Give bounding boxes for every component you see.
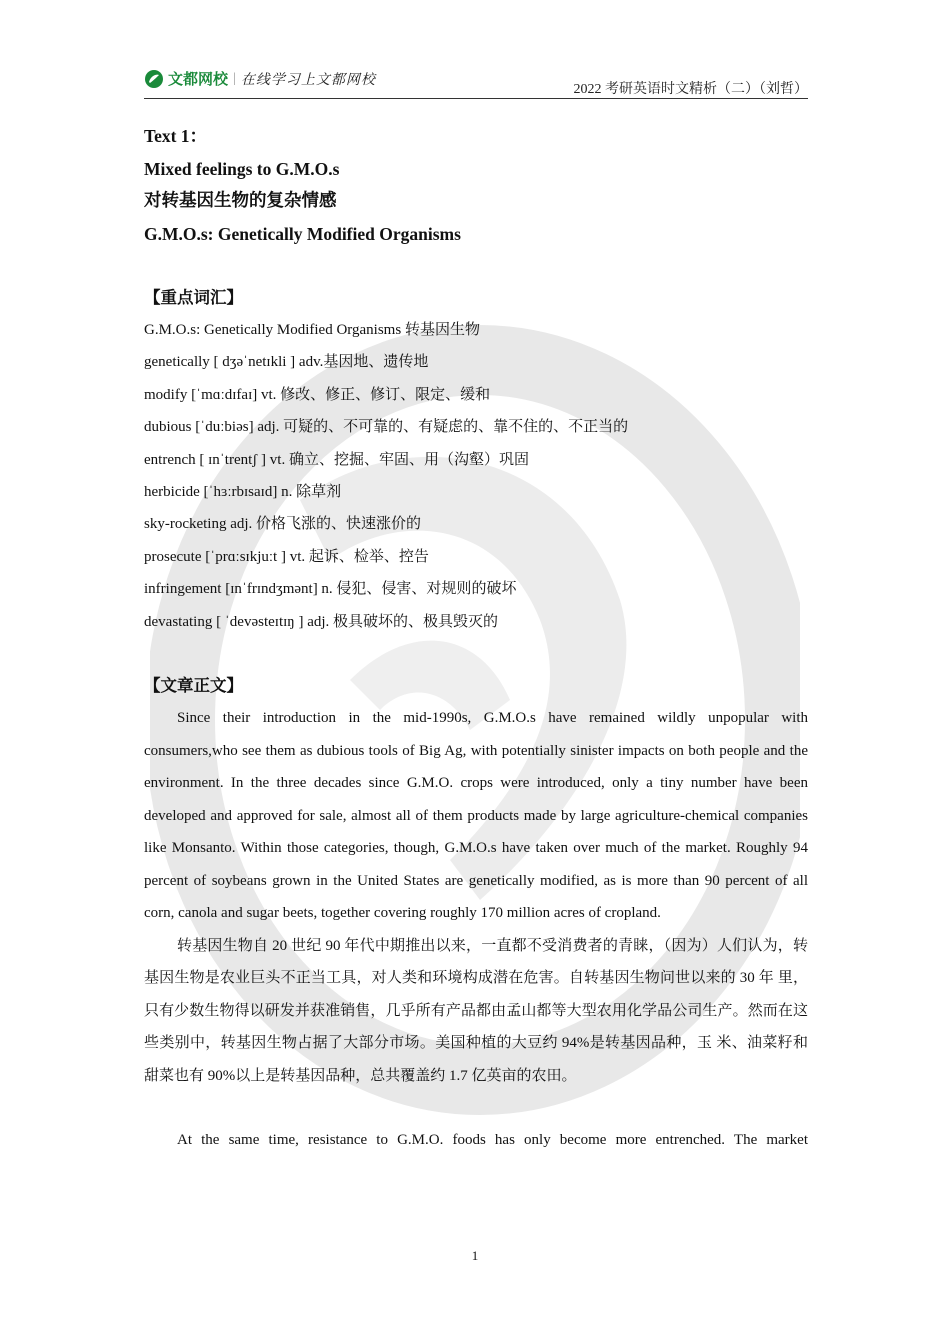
- vocab-item: modify [ˈmɑːdɪfaɪ] vt. 修改、修正、修订、限定、缓和: [144, 386, 491, 403]
- vocab-item: devastating [ ˈdevəsteɪtɪŋ ] adj. 极具破坏的、极具毁灭的: [144, 613, 499, 630]
- page-number: 1: [471, 1248, 479, 1263]
- text-label: Text 1：: [144, 126, 208, 146]
- article-paragraph-en: At the same time, resistance to G.M.O. foods has only become more entrenched. The market: [177, 1132, 808, 1149]
- vocab-item: entrench [ ɪnˈtrentʃ ] vt. 确立、挖掘、牢固、用（沟壑）巩固: [144, 451, 529, 468]
- brand-logo[interactable]: [144, 68, 376, 89]
- logo-slogan: 在线学习上文都网校: [240, 71, 376, 88]
- page-header: [144, 66, 808, 99]
- vocab-item: dubious [ˈduːbiəs] adj. 可疑的、不可靠的、有疑虑的、靠不住的、不正当的: [144, 419, 629, 436]
- vocab-item: genetically [ dʒəˈnetɪkli ] adv.基因地、遗传地: [144, 354, 429, 371]
- vocab-item: prosecute [ˈprɑːsɪkjuːt ] vt. 起诉、检举、控告: [144, 548, 429, 565]
- chinese-title: 对转基因生物的复杂情感: [144, 191, 337, 211]
- document-title: 2022 考研英语时文精析（二）（刘哲）: [573, 82, 808, 97]
- vocab-item: infringement [ɪnˈfrɪndʒmənt] n. 侵犯、侵害、对规则的破坏: [144, 581, 517, 598]
- abbreviation-line: G.M.O.s: Genetically Modified Organisms: [144, 223, 461, 244]
- document-body: [144, 120, 808, 1157]
- vocab-heading: 【重点词汇】: [144, 288, 243, 307]
- article-paragraph-cn: 转基因生物自 20 世纪 90 年代中期推出以来，一直都不受消费者的青睐，（因为）人们认为，转基因生物是农业巨头不正当工具，对人类和环境构成潜在危害。自转基因生物问世以来的 30 年 里，只有少数生物得以研发并获准销售，几乎所有产品都由孟山都等大型农用化学品公司生产。然而在这些类别中，转基因生物占据了大部分市场。美国种植的大豆约 94%是转基因品种，玉 米、油菜籽和甜菜也有 90%以上是转基因品种，总共覆盖约 1.7 亿英亩的农田。: [144, 937, 808, 1084]
- leaf-logo-icon: [144, 69, 164, 89]
- vocab-item: G.M.O.s: Genetically Modified Organisms 转基因生物: [144, 322, 480, 338]
- logo-separator: |: [233, 70, 236, 86]
- vocab-item: sky-rocketing adj. 价格飞涨的、快速涨价的: [144, 516, 422, 533]
- logo-brand-text: 文都网校: [168, 70, 229, 88]
- english-title: Mixed feelings to G.M.O.s: [144, 158, 340, 179]
- article-heading: 【文章正文】: [144, 676, 243, 696]
- article-paragraph-en: Since their introduction in the mid-1990s, G.M.O.s have remained wildly unpopular with consumers,who see them as dubious tools of Big Ag, with potentially sinister impacts on both people and the environment. In the three decades since G.M.O. crops were introduced, only a tiny number have been developed and approved for sale, almost all of them products made by large agriculture-chemical companies like Monsanto. Within those categories, though, G.M.O.s have taken over much of the market. Roughly 94 percent of soybeans grown in the United States are genetically modified, as is more than 90 percent of all corn, canola and sugar beets, together covering roughly 170 million acres of cropland.: [144, 710, 808, 922]
- vocab-item: herbicide [ˈhɜːrbɪsaɪd] n. 除草剂: [144, 484, 342, 501]
